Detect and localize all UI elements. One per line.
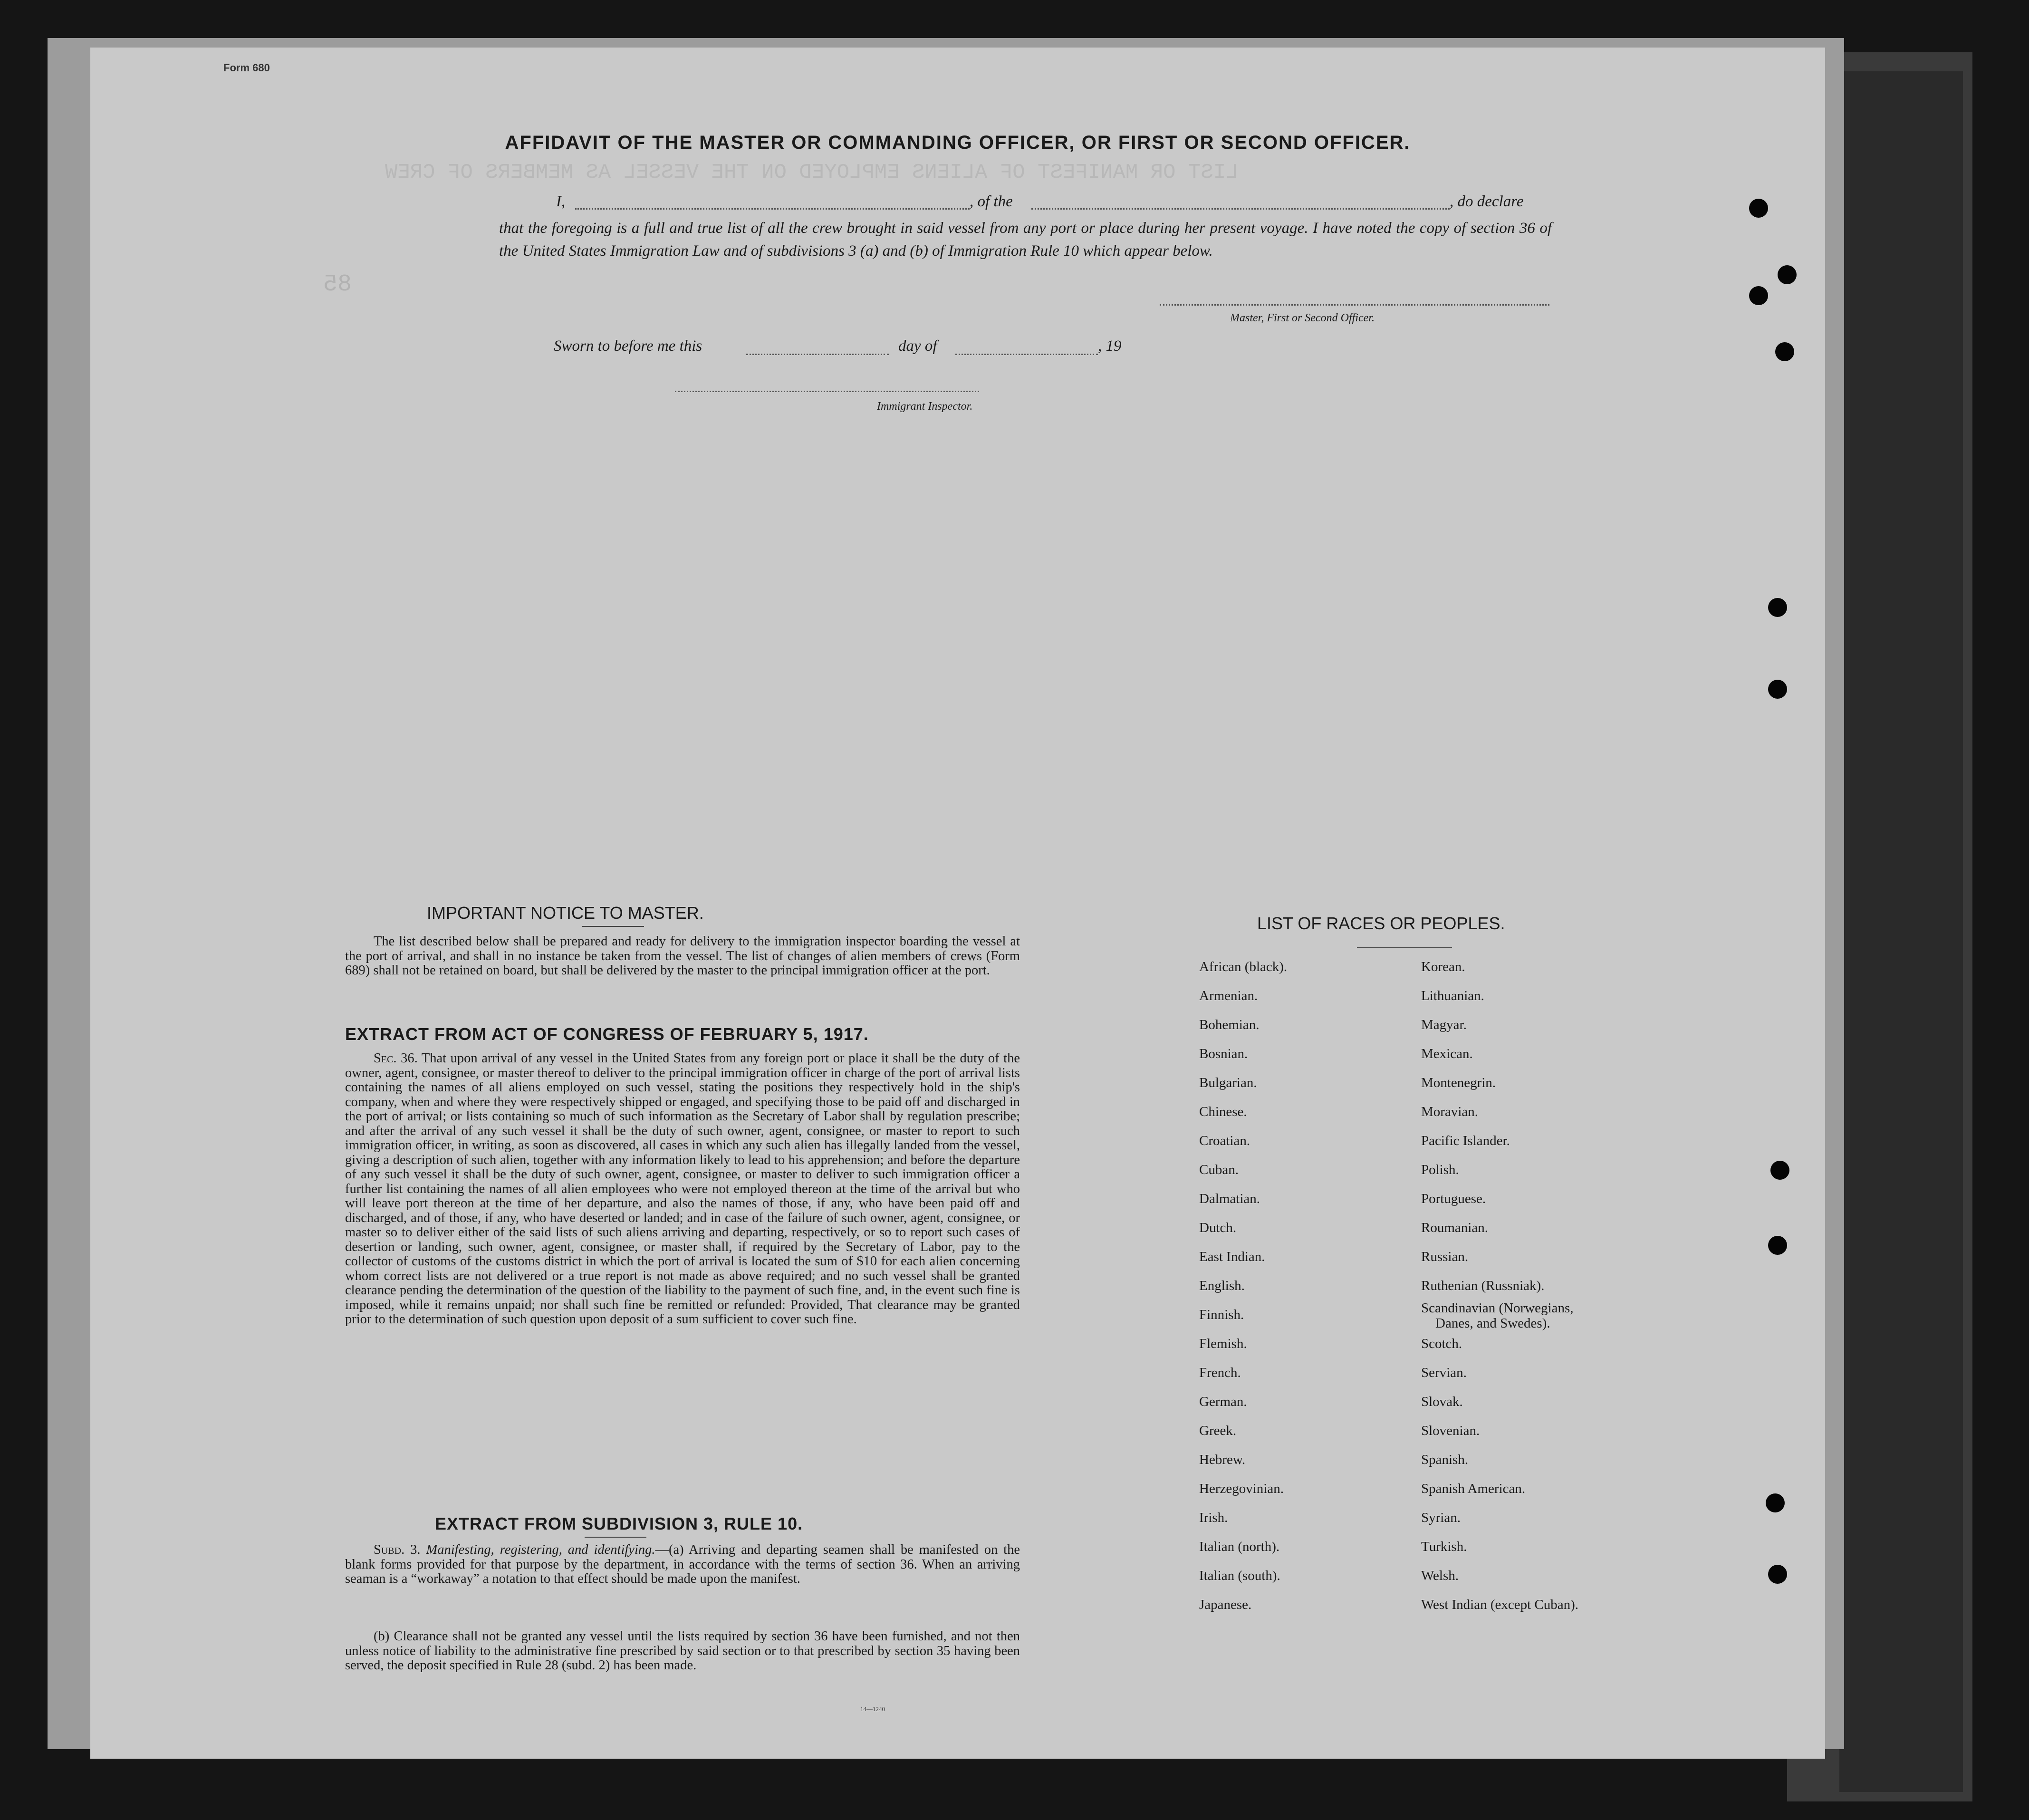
race-left-6: Chinese. [1199,1104,1247,1119]
bleed-through-page-number: 85 [323,271,352,298]
notice-body: The list described below shall be prepared and ready for delivery to the immigration inspector boarding the vessel at the port of arrival, and shall in no instance be taken from the vessel. The list of changes of alien members of crews (Form 689) shall not be retained on board, but shall be delivered by the master to the principal immigration officer at the port. [345,934,1020,978]
race-left-15: French. [1199,1365,1241,1380]
race-left-11: East Indian. [1199,1249,1265,1264]
name-blank[interactable] [575,208,970,210]
race-right-22: Welsh. [1421,1568,1459,1583]
sworn-year: , 19 [1098,337,1122,355]
race-left-17: Greek. [1199,1423,1237,1438]
race-left-5: Bulgarian. [1199,1075,1257,1090]
race-left-12: English. [1199,1278,1245,1293]
sworn-month-blank[interactable] [955,354,1098,355]
rule-para-a-text: —(a) Arriving and departing seamen shall be manifested on the blank forms provided for that purpose by the department, in accordance with the terms of section 36. When an arriving seaman is a “workaway” a notation to that effect should be made upon the manifest. [345,1542,1020,1586]
rule-para-a [345,1543,1020,1587]
act-extract-title: EXTRACT FROM ACT OF CONGRESS OF FEBRUARY 5, 1917. [345,1024,869,1044]
race-left-19: Herzegovinian. [1199,1481,1284,1496]
race-left-3: Bohemian. [1199,1017,1260,1032]
punch-hole [1768,1236,1787,1255]
rule-extract-title: EXTRACT FROM SUBDIVISION 3, RULE 10. [435,1514,803,1533]
race-right-2: Lithuanian. [1421,988,1484,1003]
bleed-through-header: LIST OR MANIFEST OF ALIENS EMPLOYED ON THE VESSEL AS MEMBERS OF CREW [385,161,1239,184]
race-right-21: Turkish. [1421,1539,1467,1554]
signature-caption: Master, First or Second Officer. [1230,312,1375,324]
affidavit-title: AFFIDAVIT OF THE MASTER OR COMMANDING OFFICER, OR FIRST OR SECOND OFFICER. [505,132,1411,153]
race-right-18: Spanish. [1421,1452,1469,1467]
punch-hole [1778,265,1797,284]
punch-hole [1749,199,1768,218]
races-title: LIST OF RACES OR PEOPLES. [1257,914,1505,933]
race-right-14: Scotch. [1421,1336,1462,1351]
race-left-14: Flemish. [1199,1336,1247,1351]
race-left-9: Dalmatian. [1199,1191,1260,1206]
race-left-21: Italian (north). [1199,1539,1280,1554]
race-left-2: Armenian. [1199,988,1258,1003]
sworn-prefix: Sworn to before me this [554,337,702,355]
document-page [90,48,1825,1759]
rule-subd-label: Subd. 3. [374,1542,421,1557]
race-right-1: Korean. [1421,959,1465,974]
act-sec-text: That upon arrival of any vessel in the United States from any foreign port or place it shall be the duty of the owner, agent, consignee, or master thereof to deliver to the principal immigration officer in charge of the port of arrival lists containing the names of all aliens employed on such vessel, stating the positions they respectively hold in the ship's company, when and where they were respectively shipped or engaged, and specifying those to be paid off and discharged in the port of arrival; or lists containing so much of such information as the Secretary of Labor shall by regulation prescribe; and after the arrival of any such vessel it shall be the duty of such owner, agent, consignee, or master to report to such immigration officer, in writing, as soon as discovered, all cases in which any such alien has illegally landed from the vessel, giving a description of such alien, together with any information likely to lead to his apprehension; and before the departure of any such vessel it shall be the duty of such owner, agent, consignee, or master to deliver to such immigration officer a further list containing the names of all alien employees who were not employed thereon at the time of the arrival but who will leave port thereon at the time of her departure, and also the names of those, if any, who have been paid off and discharged, and of those, if any, who have deserted or landed; and in case of the failure of such owner, agent, consignee, or master so to deliver either of the said lists of such aliens arriving and departing, respectively, or so to report such cases of desertion or landing, such owner, agent, consignee, or master shall, if required by the Secretary of Labor, pay to the collector of customs of the customs district in which the port of arrival is located the sum of $10 for each alien concerning whom correct lists are not delivered or a true report is not made as above required; and no such vessel shall be granted clearance pending the determination of the question of the liability to the payment of such fine, and, in the event such fine is imposed, while it remains unpaid; nor shall such fine be remitted or refunded: Provided, That clearance may be granted prior to the determination of such question upon deposit of a sum sufficient to cover such fine. [345,1051,1020,1327]
race-left-7: Croatian. [1199,1133,1250,1148]
notice-title-rule [582,926,644,927]
race-right-17: Slovenian. [1421,1423,1480,1438]
declaration-of-the: , of the [970,193,1013,210]
race-left-23: Japanese. [1199,1597,1252,1612]
race-left-16: German. [1199,1394,1247,1409]
punch-hole [1768,598,1787,617]
races-title-rule [1357,947,1452,948]
race-right-13-continuation: Danes, and Swedes). [1435,1316,1550,1331]
vessel-blank[interactable] [1031,208,1450,210]
race-right-8: Polish. [1421,1162,1459,1177]
act-extract-body [345,1051,1020,1327]
inspector-blank[interactable] [675,391,979,392]
race-right-12: Ruthenian (Russniak). [1421,1278,1545,1293]
punch-hole [1768,680,1787,699]
rule-extract-title-rule [585,1537,646,1538]
race-right-16: Slovak. [1421,1394,1463,1409]
race-left-1: African (black). [1199,959,1288,974]
race-left-8: Cuban. [1199,1162,1239,1177]
race-left-13: Finnish. [1199,1307,1244,1322]
punch-hole [1766,1493,1785,1512]
race-left-20: Irish. [1199,1510,1228,1525]
signature-blank[interactable] [1160,304,1549,306]
race-left-10: Dutch. [1199,1220,1237,1235]
print-code: 14—1240 [860,1705,885,1713]
form-number: Form 680 [223,62,270,74]
race-right-5: Montenegrin. [1421,1075,1496,1090]
rule-subd-heading: Manifesting, registering, and identifying. [426,1542,655,1557]
declaration-i: I, [556,193,566,210]
race-right-9: Portuguese. [1421,1191,1486,1206]
race-right-15: Servian. [1421,1365,1467,1380]
punch-hole [1770,1161,1789,1180]
race-left-18: Hebrew. [1199,1452,1246,1467]
race-right-20: Syrian. [1421,1510,1461,1525]
rule-para-b: (b) Clearance shall not be granted any vessel until the lists required by section 36 have been furnished, and not then unless notice of liability to the administrative fine prescribed by said section or to that prescribed by section 35 having been served, the deposit specified in Rule 28 (subd. 2) has been made. [345,1629,1020,1673]
sworn-day-blank[interactable] [746,354,889,355]
punch-hole [1775,342,1794,361]
punch-hole [1768,1565,1787,1584]
race-left-4: Bosnian. [1199,1046,1248,1061]
race-right-11: Russian. [1421,1249,1469,1264]
background-sheet-inner [1839,71,1963,1792]
act-sec-label: Sec. 36. [374,1051,418,1066]
race-right-4: Mexican. [1421,1046,1473,1061]
race-right-23: West Indian (except Cuban). [1421,1597,1579,1612]
punch-hole [1749,286,1768,305]
race-right-13: Scandinavian (Norwegians, [1421,1300,1574,1316]
sworn-day-of: day of [898,337,937,355]
race-right-19: Spanish American. [1421,1481,1526,1496]
affidavit-body: that the foregoing is a full and true list of all the crew brought in said vessel from any port or place during her present voyage. I have noted the copy of section 36 of the United States Immigration Law and of subdivisions 3 (a) and (b) of Immigration Rule 10 which appear below. [499,220,1552,260]
race-right-6: Moravian. [1421,1104,1478,1119]
notice-title: IMPORTANT NOTICE TO MASTER. [427,903,704,923]
race-right-10: Roumanian. [1421,1220,1488,1235]
race-left-22: Italian (south). [1199,1568,1280,1583]
race-right-3: Magyar. [1421,1017,1467,1032]
declaration-do-declare: , do declare [1450,193,1524,210]
race-right-7: Pacific Islander. [1421,1133,1510,1148]
inspector-caption: Immigrant Inspector. [877,400,973,413]
